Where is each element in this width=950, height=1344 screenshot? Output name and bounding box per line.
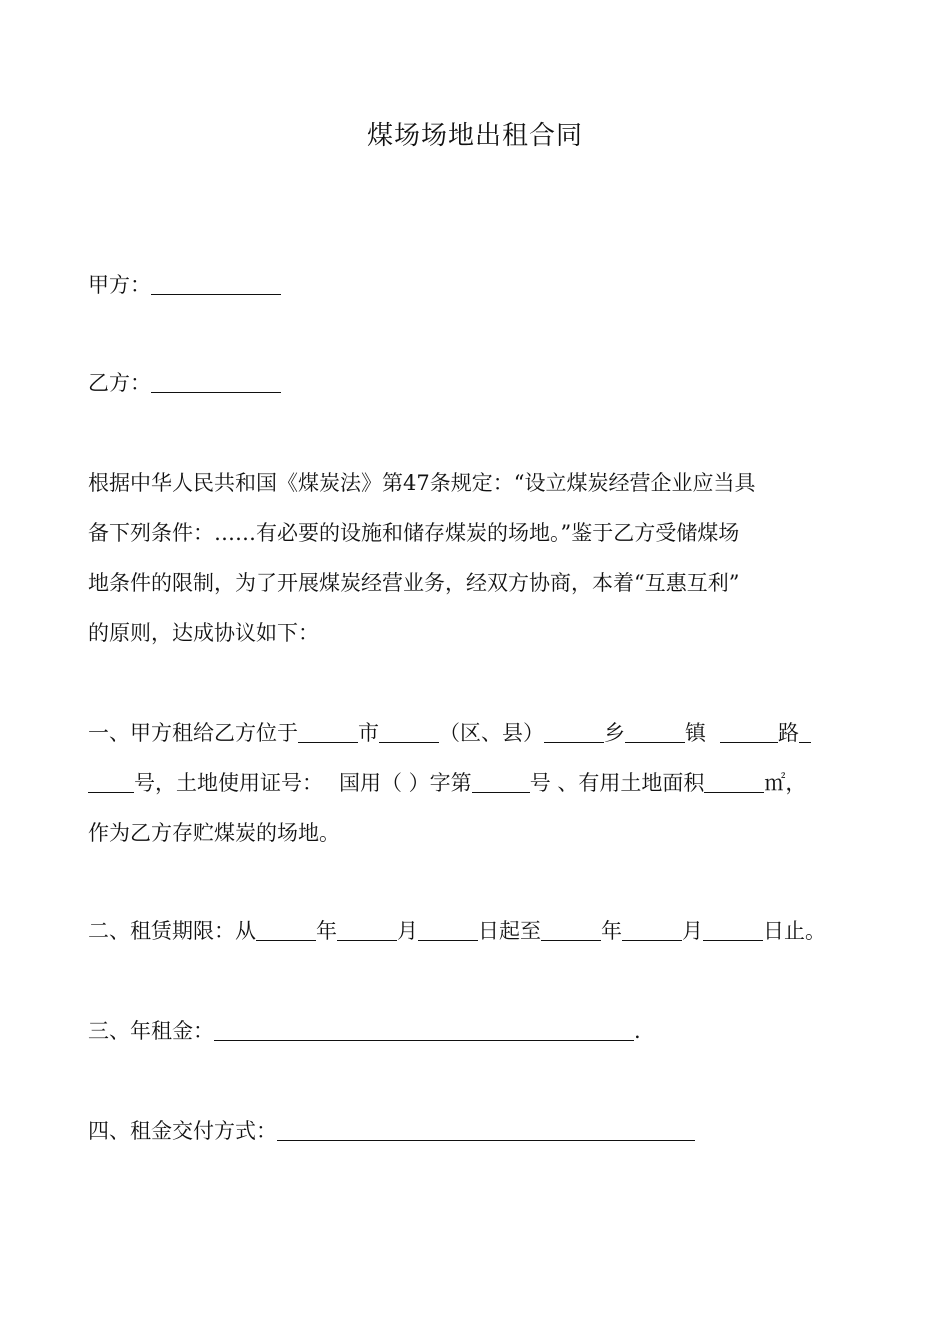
- party-a-line: [88, 270, 281, 300]
- clause-1-line-2: [88, 768, 806, 798]
- document-title: 煤场场地出租合同: [366, 121, 583, 151]
- clause-1-text: 一、甲方租给乙方位于: [88, 721, 298, 745]
- party-b-blank: [151, 370, 281, 393]
- clause-1-line-1: [88, 718, 811, 748]
- clause-3-line: [88, 1016, 641, 1046]
- end-year-blank: [541, 918, 601, 941]
- district-blank: [379, 720, 439, 743]
- party-a-label: 甲方：: [88, 273, 151, 297]
- start-day-blank: [418, 918, 478, 941]
- party-b-label: 乙方：: [88, 371, 151, 395]
- clause-1-text: （区、县）: [439, 721, 544, 745]
- road-blank: [720, 720, 778, 743]
- clause-2-text: 日止。: [763, 919, 826, 943]
- clause-2-text: 二、租赁期限：从: [88, 919, 256, 943]
- preamble-line: 根据中华人民共和国《煤炭法》第47条规定：“设立煤炭经营企业应当具: [88, 471, 756, 495]
- annual-rent-label: 三、年租金：: [88, 1019, 214, 1043]
- clause-1-text: 镇: [685, 721, 706, 745]
- preamble-line: 地条件的限制，为了开展煤炭经营业务，经双方协商，本着“互惠互利”: [88, 571, 740, 595]
- clause-1-text: 号 、有用土地面积: [529, 771, 705, 795]
- clause-1-text: 路: [778, 721, 799, 745]
- certificate-number-blank: [472, 770, 530, 793]
- annual-rent-blank: [214, 1018, 634, 1041]
- clause-2-text: 日起至: [478, 919, 541, 943]
- road-number-blank-a: [799, 720, 811, 743]
- clause-2-text: 月: [682, 919, 703, 943]
- clause-2-text: 年: [316, 919, 337, 943]
- road-number-blank-b: [88, 770, 134, 793]
- preamble-line: 的原则，达成协议如下：: [88, 621, 319, 645]
- payment-method-label: 四、租金交付方式：: [88, 1119, 277, 1143]
- payment-method-blank: [277, 1118, 695, 1141]
- clause-3-period: .: [634, 1019, 641, 1043]
- end-month-blank: [622, 918, 682, 941]
- clause-1-text: 号，土地使用证号：: [134, 771, 323, 795]
- clause-2-text: 月: [397, 919, 418, 943]
- clause-1-text: 乡: [604, 721, 625, 745]
- township-blank: [544, 720, 604, 743]
- clause-4-line: [88, 1116, 695, 1146]
- clause-1-text: 市: [358, 721, 379, 745]
- clause-1-text: ㎡，: [764, 771, 807, 795]
- clause-1-line-3: 作为乙方存贮煤炭的场地。: [88, 821, 340, 845]
- clause-2-text: 年: [601, 919, 622, 943]
- start-month-blank: [337, 918, 397, 941]
- preamble-paragraph: [88, 458, 878, 658]
- party-a-blank: [151, 272, 281, 295]
- clause-1-text: 国用（ ）字第: [339, 771, 472, 795]
- town-blank: [625, 720, 685, 743]
- end-day-blank: [703, 918, 763, 941]
- preamble-line: 备下列条件：……有必要的设施和储存煤炭的场地。”鉴于乙方受储煤场: [88, 521, 740, 545]
- city-blank: [298, 720, 358, 743]
- area-blank: [704, 770, 764, 793]
- party-b-line: [88, 368, 281, 398]
- clause-2-line: [88, 916, 826, 946]
- start-year-blank: [256, 918, 316, 941]
